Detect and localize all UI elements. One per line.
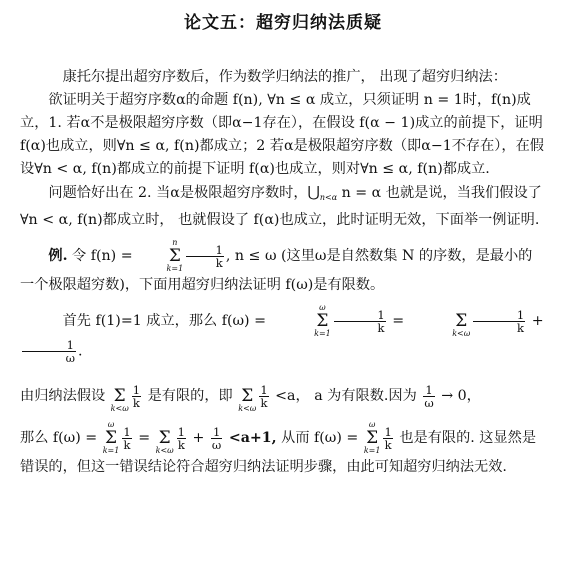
example-text-a: 令 f(n) =: [72, 248, 133, 264]
page-title: 论文五：超穷归纳法质疑: [184, 13, 382, 33]
paragraph-definition: 欲证明关于超穷序数α的命题 f(n), ∀n ≤ α 成立，只须证明 n = 1时，f(n)成立，1. 若α不是极限超穷序数（即α−1存在），在假设 f(α − 1)成立的前提下，证明 f(α)也成立，则∀n ≤ α, f(n)都成立；2 若α是极限超穷序数（即α−1不存在），在假设∀n < α, f(n)都成立的前提下证明 f(α)也成立，则对∀n ≤ α, f(n)都成立.: [20, 92, 544, 177]
sum-symbol: n Σ k=1: [166, 238, 184, 273]
paragraph-example: [20, 238, 546, 297]
paragraph-problem: [20, 181, 546, 232]
example-text-b: , n ≤ ω (这里ω是自然数集 N 的序数，是最小的一个极限超穷数)，下面用超穷归纳法证明 f(ω)是有限数。: [20, 248, 533, 293]
paragraph-first-step: 首先 f(1)=1 成立，那么 f(ω) = ω Σ k=1 $\frac{1}{k}$ = Σ k<ω $\frac{1}{k}$ + $\frac{1}{\omega}$ .: [20, 303, 546, 364]
sum-symbol: Σ k<ω: [155, 428, 174, 455]
paragraph-induction: 由归纳法假设 Σ k<ω $\frac{1}{k}$ 是有限的，即 Σ k<ω $\frac{1}{k}$ <a， a 为有限数.因为 $\frac{1}{\omega}$ → 0，: [20, 378, 546, 414]
fraction: $\frac{1}{k}$: [260, 382, 268, 410]
fraction: $\frac{1}{k}$: [132, 382, 141, 410]
fraction: $\frac{1}{k}$: [384, 424, 392, 452]
sum-symbol: ω Σ k=1: [102, 420, 120, 455]
example-label: 例.: [48, 248, 68, 264]
fraction-omega: $\frac{1}{\omega}$: [22, 339, 76, 364]
fraction: $\frac{1}{k}$: [334, 309, 386, 334]
union-symbol: ⋃: [307, 183, 320, 201]
fraction: $\frac{1}{k}$: [123, 424, 131, 452]
paragraph-intro: 康托尔提出超穷序数后，作为数学归纳法的推广， 出现了超穷归纳法：: [62, 69, 507, 85]
sum-symbol: ω Σ k=1: [363, 420, 381, 455]
document-body: [20, 66, 546, 479]
fraction: $\frac{1}{k}$: [186, 244, 224, 269]
fraction: $\frac{1}{k}$: [473, 309, 525, 334]
paragraph-conclusion: 那么 f(ω) = ω Σ k=1 $\frac{1}{k}$ = Σ k<ω $\frac{1}{k}$ + $\frac{1}{\omega}$ <a+1, 从而 f(ω) = ω Σ k=1 $\frac{1}{k}$ 也是有限的. 这显然是错误的，但这一错误结论符合超穷归纳法证明步骤，由此可知超穷归纳法无效.: [20, 420, 537, 475]
fraction-omega: $\frac{1}{\omega}$: [424, 382, 434, 410]
sum-symbol: Σ k<ω: [452, 311, 471, 338]
fraction: $\frac{1}{k}$: [177, 424, 185, 452]
sum-symbol: ω Σ k=1: [314, 303, 331, 338]
sum-symbol: Σ k<ω: [238, 386, 257, 413]
fraction-omega: $\frac{1}{\omega}$: [211, 424, 222, 452]
problem-text-b: n = α 也就是说，当我们假设了∀n < α, f(n)都成立时， 也就假设了 f(α)也成立，此时证明无效，下面举一例证明.: [20, 185, 542, 228]
sum-symbol: Σ k<ω: [110, 386, 129, 413]
problem-text-a: 问题恰好出在 2. 当α是极限超穷序数时，: [48, 185, 308, 201]
union-subscript: n<α: [319, 193, 338, 202]
